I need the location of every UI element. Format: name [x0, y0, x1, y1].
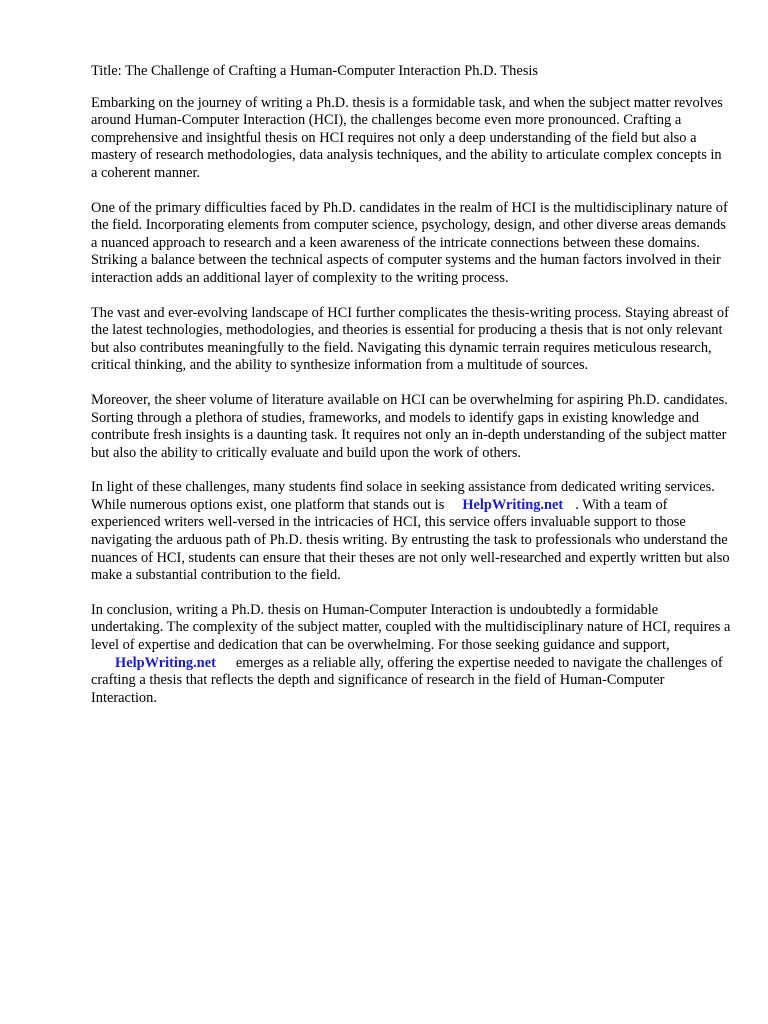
paragraph-6 [91, 602, 731, 708]
document-title: Title: The Challenge of Crafting a Human-Computer Interaction Ph.D. Thesis [91, 63, 538, 79]
helpwriting-link[interactable]: HelpWriting.net [462, 496, 564, 513]
paragraph-2: One of the primary difficulties faced by Ph.D. candidates in the realm of HCI is the multidisciplinary nature of the field. Incorporating elements from computer science, psychology, design, and other diverse areas demands a nuanced approach to research and a keen awareness of the intricate connections between these domains. Striking a balance between the technical aspects of computer systems and the human factors involved in their interaction adds an additional layer of complexity to the writing process. [91, 199, 728, 286]
paragraph-5-text-before: In light of these challenges, many students find solace in seeking assistance from dedicated writing services. While numerous options exist, one platform that stands out is [91, 479, 715, 513]
paragraph-5-text-after: . With a team of experienced writers well-versed in the intricacies of HCI, this service offers invaluable support to those navigating the arduous path of Ph.D. thesis writing. By entrusting the task to professionals who understand the nuances of HCI, students can ensure that their theses are not only well-researched and expertly written but also make a substantial contribution to the field. [91, 496, 730, 584]
paragraph-1: Embarking on the journey of writing a Ph.D. thesis is a formidable task, and when the subject matter revolves around Human-Computer Interaction (HCI), the challenges become even more pronounced. Crafting a comprehensive and insightful thesis on HCI requires not only a deep understanding of the field but also a mastery of research methodologies, data analysis techniques, and the ability to articulate complex concepts in a coherent manner. [91, 94, 723, 181]
paragraph-6-text-after: emerges as a reliable ally, offering the expertise needed to navigate the challenges of crafting a thesis that reflects the depth and significance of research in the field of Human-Computer Interaction. [91, 654, 723, 706]
document-body [91, 63, 731, 724]
paragraph-3: The vast and ever-evolving landscape of HCI further complicates the thesis-writing process. Staying abreast of the latest technologies, methodologies, and theories is essential for producing a thesis that is not only relevant but also contributes meaningfully to the field. Navigating this dynamic terrain requires meticulous research, critical thinking, and the ability to synthesize information from a multitude of sources. [91, 304, 729, 374]
helpwriting-link[interactable]: HelpWriting.net [115, 654, 216, 671]
paragraph-6-text-before: In conclusion, writing a Ph.D. thesis on Human-Computer Interaction is undoubtedly a formidable undertaking. The complexity of the subject matter, coupled with the multidisciplinary nature of HCI, requires a level of expertise and dedication that can be overwhelming. For those seeking guidance and support, [91, 601, 731, 654]
paragraph-4: Moreover, the sheer volume of literature available on HCI can be overwhelming for aspiring Ph.D. candidates. Sorting through a plethora of studies, frameworks, and models to identify gaps in existing knowledge and contribute fresh insights is a daunting task. It requires not only an in-depth understanding of the subject matter but also the ability to critically evaluate and build upon the work of others. [91, 391, 728, 461]
paragraph-5 [91, 479, 731, 585]
